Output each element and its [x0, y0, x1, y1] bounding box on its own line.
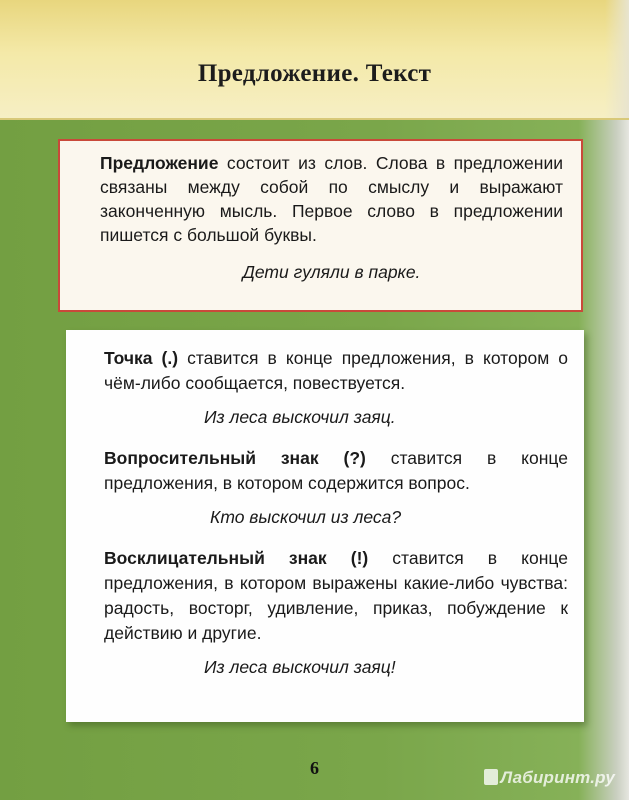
definition-text: состоит из слов. Слова в предложении связаны между собой по смыслу и выражают законченную мысль. Первое слово в предложении пишется с большой буквы.	[100, 153, 563, 245]
rule-period-term: Точка (.)	[104, 348, 179, 368]
page-title: Предложение. Текст	[197, 60, 432, 87]
rule-question-text: ставится в конце предложения, в котором содержится вопрос.	[104, 448, 568, 493]
punctuation-rules-box	[66, 330, 584, 722]
definition-paragraph	[100, 151, 563, 247]
rule-period	[104, 346, 568, 396]
labirint-logo-icon	[484, 769, 498, 785]
rule-question-example: Кто выскочил из леса?	[210, 507, 402, 527]
rule-period-example: Из леса выскочил заяц.	[204, 407, 396, 427]
definition-box	[58, 139, 583, 312]
definition-example: Дети гуляли в парке.	[242, 262, 421, 282]
definition-term: Предложение	[100, 153, 219, 173]
rule-period-text: ставится в конце предложения, в котором о чём-либо сообщается, повествуется.	[104, 348, 568, 393]
rule-exclamation-text: ставится в конце предложения, в котором выражены какие-либо чувства: радость, восторг, удивление, приказ, побуждение к действию и другие.	[104, 548, 568, 643]
rule-exclamation-mark	[104, 546, 568, 646]
rule-question-term: Вопросительный знак (?)	[104, 448, 366, 468]
watermark-text: Лабиринт.ру	[500, 768, 615, 787]
rule-exclamation-example: Из леса выскочил заяц!	[204, 657, 396, 677]
rule-question-mark	[104, 446, 568, 496]
rule-exclamation-term: Восклицательный знак (!)	[104, 548, 369, 568]
watermark-logo	[484, 768, 615, 788]
page-number: 6	[310, 758, 319, 778]
